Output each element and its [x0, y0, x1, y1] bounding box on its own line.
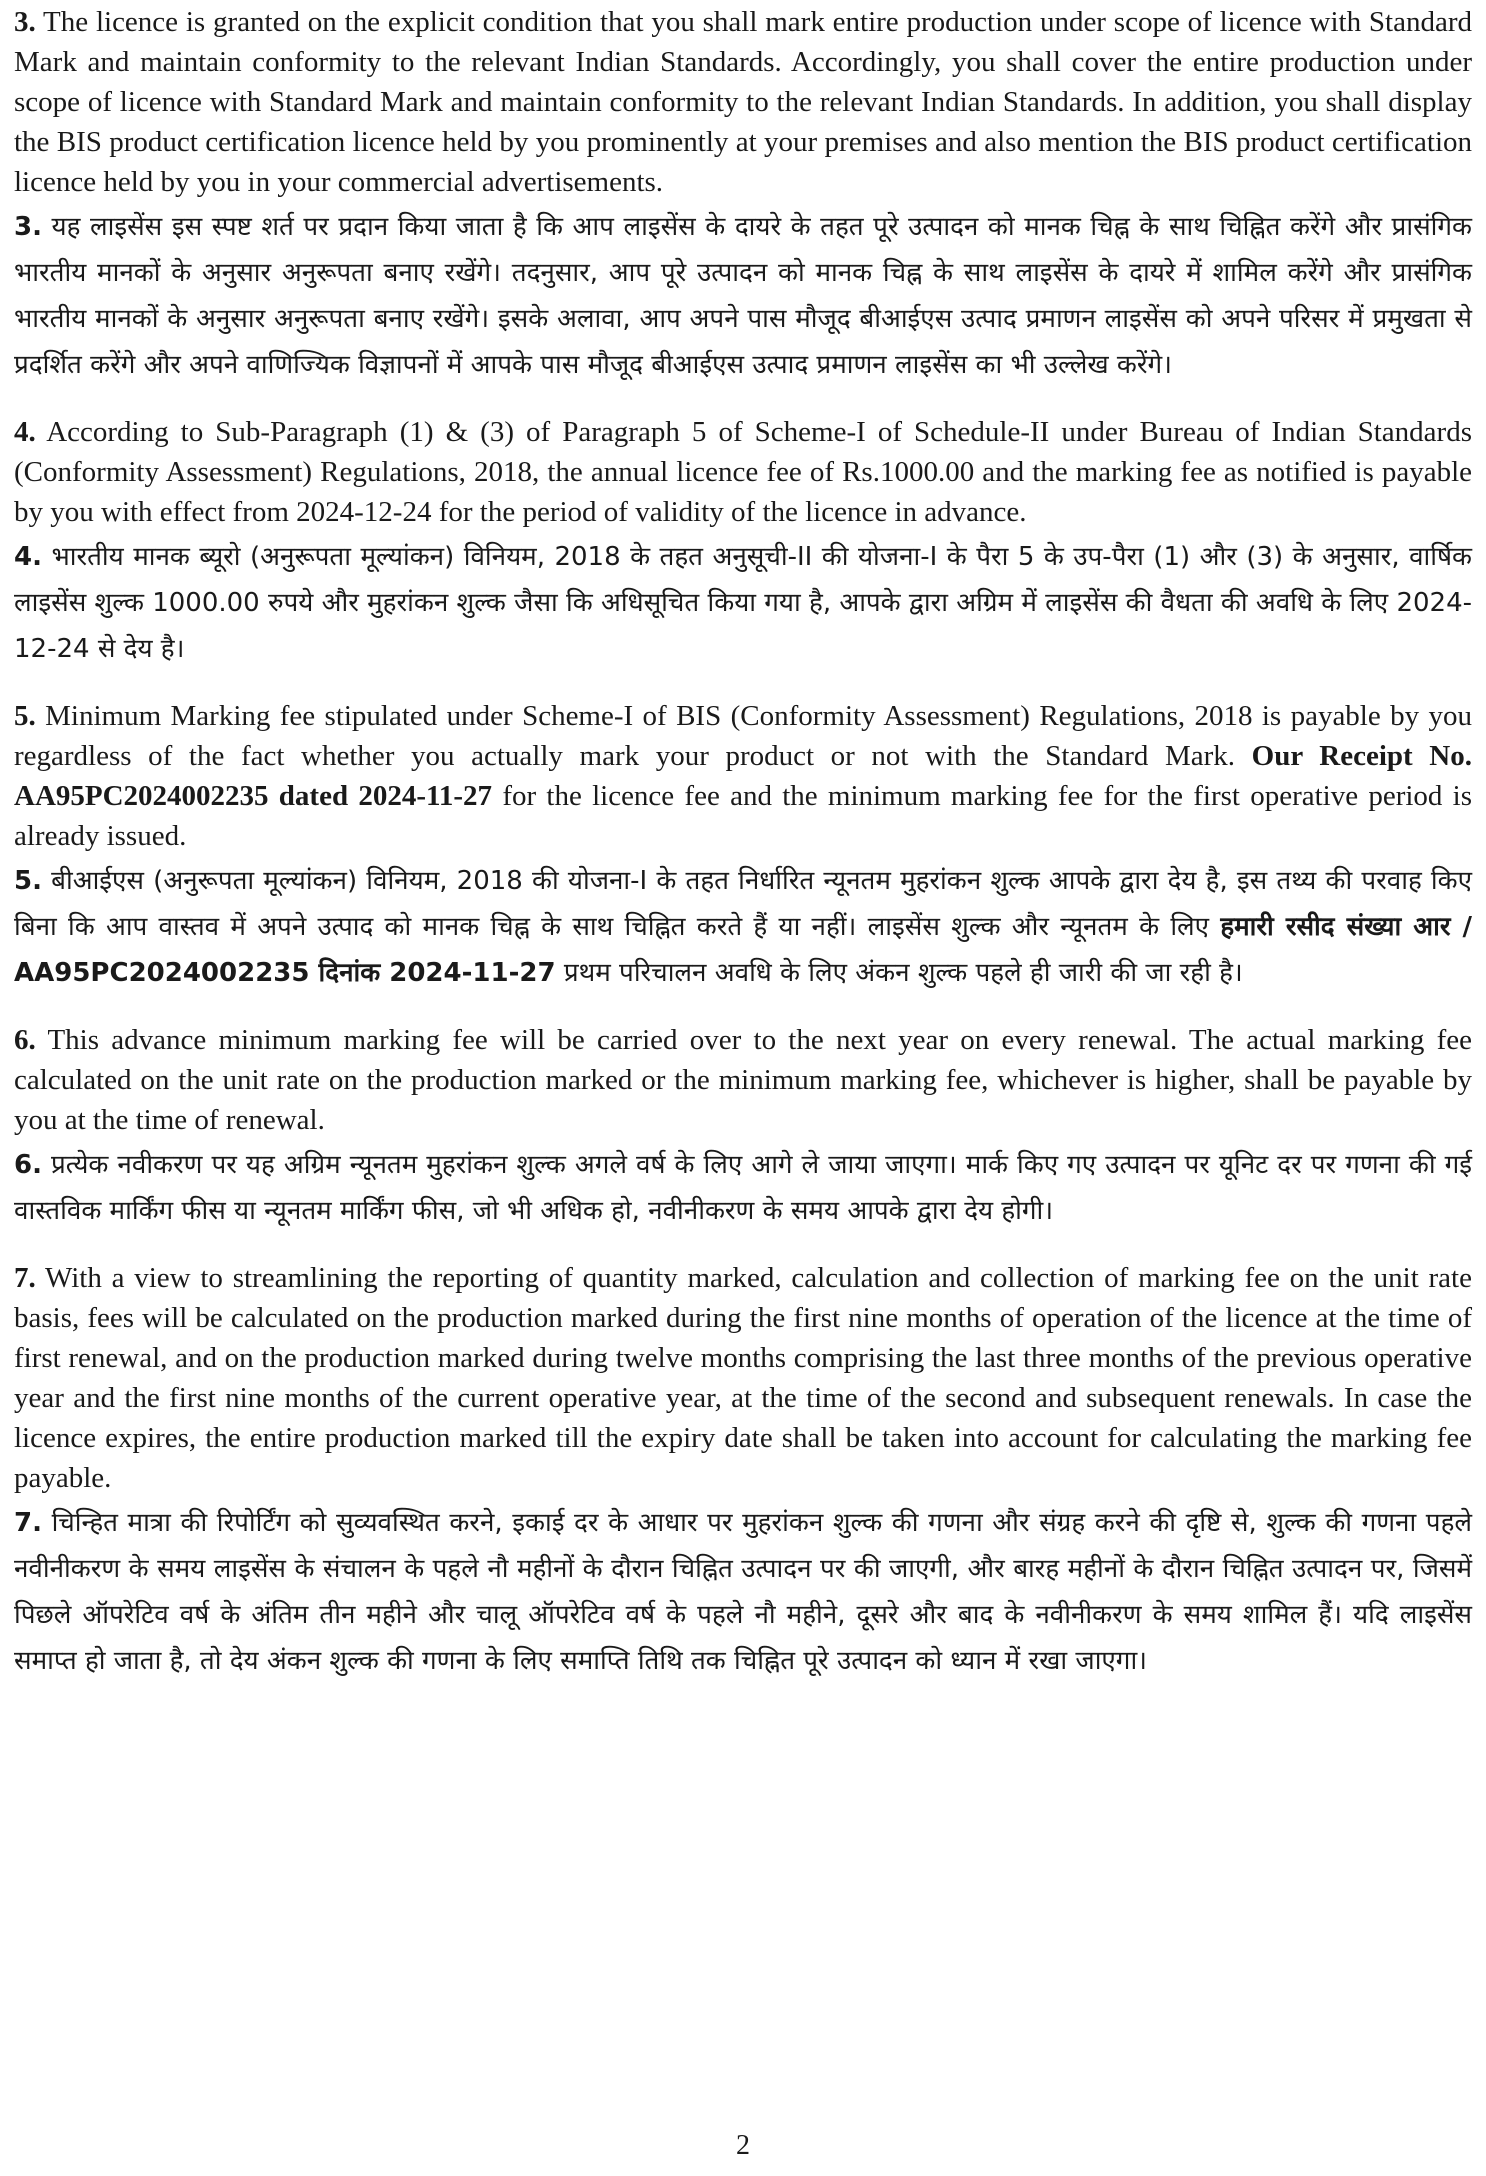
section-gap [14, 672, 1472, 696]
paragraph-6-english [14, 1020, 1472, 1140]
paragraph-text-continued: for the licence fee and the minimum marking fee for the first operative period is already issued. [14, 780, 1473, 852]
section-gap [14, 388, 1472, 412]
paragraph-4-hindi [14, 534, 1472, 672]
paragraph-4-english [14, 412, 1472, 532]
paragraph-text: प्रत्येक नवीकरण पर यह अग्रिम न्यूनतम मुहरांकन शुल्क अगले वर्ष के लिए आगे ले जाया जाएगा। मार्क किए गए उत्पादन पर यूनिट दर पर गणना की गई वास्तविक मार्किंग फीस या न्यूनतम मार्किंग फीस, जो भी अधिक हो, नवीनीकरण के समय आपके द्वारा देय होगी। [14, 1150, 1472, 1226]
paragraph-number: 6. [14, 1150, 42, 1180]
paragraph-text: According to Sub-Paragraph (1) & (3) of Paragraph 5 of Scheme-I of Schedule-II under Bureau of Indian Standards (Conformity Assessment) Regulations, 2018, the annual licence fee of Rs.1000.00 and the marking fee as notified is payable by you with effect from 2024-12-24 for the period of validity of the licence in advance. [14, 416, 1472, 528]
paragraph-text: भारतीय मानक ब्यूरो (अनुरूपता मूल्यांकन) विनियम, 2018 के तहत अनुसूची-II की योजना-I के पैरा 5 के उप-पैरा (1) और (3) के अनुसार, वार्षिक लाइसेंस शुल्क 1000.00 रुपये और मुहरांकन शुल्क जैसा कि अधिसूचित किया गया है, आपके द्वारा अग्रिम में लाइसेंस की वैधता की अवधि के लिए 2024-12-24 से देय है। [14, 542, 1472, 664]
receipt-number: हमारी रसीद संख्या आर / AA95PC2024002235 दिनांक 2024-11-27 [14, 912, 1473, 988]
paragraph-6-hindi [14, 1142, 1472, 1234]
paragraph-text: Minimum Marking fee stipulated under Scheme-I of BIS (Conformity Assessment) Regulations, 2018 is payable by you regardless of the fact whether you actually mark your product or not with the Standard Mark. [14, 700, 1472, 772]
paragraph-number: 5. [14, 866, 42, 896]
paragraph-number: 3. [14, 212, 42, 242]
paragraph-text: The licence is granted on the explicit condition that you shall mark entire production under scope of licence with Standard Mark and maintain conformity to the relevant Indian Standards. Accordingly, you shall cover the entire production under scope of licence with Standard Mark and maintain conformity to the relevant Indian Standards. In addition, you shall display the BIS product certification licence held by you prominently at your premises and also mention the BIS product certification licence held by you in your commercial advertisements. [14, 6, 1472, 198]
paragraph-text-continued: प्रथम परिचालन अवधि के लिए अंकन शुल्क पहले ही जारी की जा रही है। [563, 958, 1243, 988]
paragraph-number: 7. [14, 1262, 36, 1294]
paragraph-number: 6. [14, 1024, 36, 1056]
paragraph-text: This advance minimum marking fee will be carried over to the next year on every renewal. The actual marking fee calculated on the unit rate on the production marked or the minimum marking fee, whichever is higher, shall be payable by you at the time of renewal. [14, 1024, 1472, 1136]
page-number: 2 [736, 2130, 750, 2161]
paragraph-text: With a view to streamlining the reporting of quantity marked, calculation and collection of marking fee on the unit rate basis, fees will be calculated on the production marked during the first nine months of operation of the licence at the time of first renewal, and on the production marked during twelve months comprising the last three months of the previous operative year and the first nine months of the current operative year, at the time of the second and subsequent renewals. In case the licence expires, the entire production marked till the expiry date shall be taken into account for calculating the marking fee payable. [14, 1262, 1472, 1494]
receipt-number: Our Receipt No. AA95PC2024002235 dated 2024-11-27 [14, 740, 1472, 812]
section-gap [14, 1234, 1472, 1258]
paragraph-number: 7. [14, 1508, 42, 1538]
paragraph-5-hindi [14, 858, 1472, 996]
paragraph-text: यह लाइसेंस इस स्पष्ट शर्त पर प्रदान किया जाता है कि आप लाइसेंस के दायरे के तहत पूरे उत्पादन को मानक चिह्न के साथ चिह्नित करेंगे और प्रासंगिक भारतीय मानकों के अनुसार अनुरूपता बनाए रखेंगे। तदनुसार, आप पूरे उत्पादन को मानक चिह्न के साथ लाइसेंस के दायरे में शामिल करेंगे और प्रासंगिक भारतीय मानकों के अनुसार अनुरूपता बनाए रखेंगे। इसके अलावा, आप अपने पास मौजूद बीआईएस उत्पाद प्रमाणन लाइसेंस को अपने परिसर में प्रमुखता से प्रदर्शित करेंगे और अपने वाणिज्यिक विज्ञापनों में आपके पास मौजूद बीआईएस उत्पाद प्रमाणन लाइसेंस का भी उल्लेख करेंगे। [14, 212, 1472, 380]
paragraph-3-english [14, 2, 1472, 202]
paragraph-number: 5. [14, 700, 36, 732]
section-gap [14, 996, 1472, 1020]
paragraph-3-hindi [14, 204, 1472, 388]
paragraph-number: 4. [14, 416, 36, 448]
paragraph-number: 4. [14, 542, 42, 572]
paragraph-7-hindi [14, 1500, 1472, 1684]
paragraph-text: बीआईएस (अनुरूपता मूल्यांकन) विनियम, 2018 की योजना-I के तहत निर्धारित न्यूनतम मुहरांकन शुल्क आपके द्वारा देय है, इस तथ्य की परवाह किए बिना कि आप वास्तव में अपने उत्पाद को मानक चिह्न के साथ चिह्नित करते हैं या नहीं। लाइसेंस शुल्क और न्यूनतम के लिए [14, 866, 1473, 942]
paragraph-7-english [14, 1258, 1472, 1498]
paragraph-number: 3. [14, 6, 36, 38]
paragraph-text: चिन्हित मात्रा की रिपोर्टिंग को सुव्यवस्थित करने, इकाई दर के आधार पर मुहरांकन शुल्क की गणना और संग्रह करने की दृष्टि से, शुल्क की गणना पहले नवीनीकरण के समय लाइसेंस के संचालन के पहले नौ महीनों के दौरान चिह्नित उत्पादन पर की जाएगी, और बारह महीनों के दौरान चिह्नित उत्पादन पर, जिसमें पिछले ऑपरेटिव वर्ष के अंतिम तीन महीने और चालू ऑपरेटिव वर्ष के पहले नौ महीने, दूसरे और बाद के नवीनीकरण के समय शामिल हैं। यदि लाइसेंस समाप्त हो जाता है, तो देय अंकन शुल्क की गणना के लिए समाप्ति तिथि तक चिह्नित पूरे उत्पादन को ध्यान में रखा जाएगा। [14, 1508, 1473, 1676]
paragraph-5-english [14, 696, 1472, 856]
